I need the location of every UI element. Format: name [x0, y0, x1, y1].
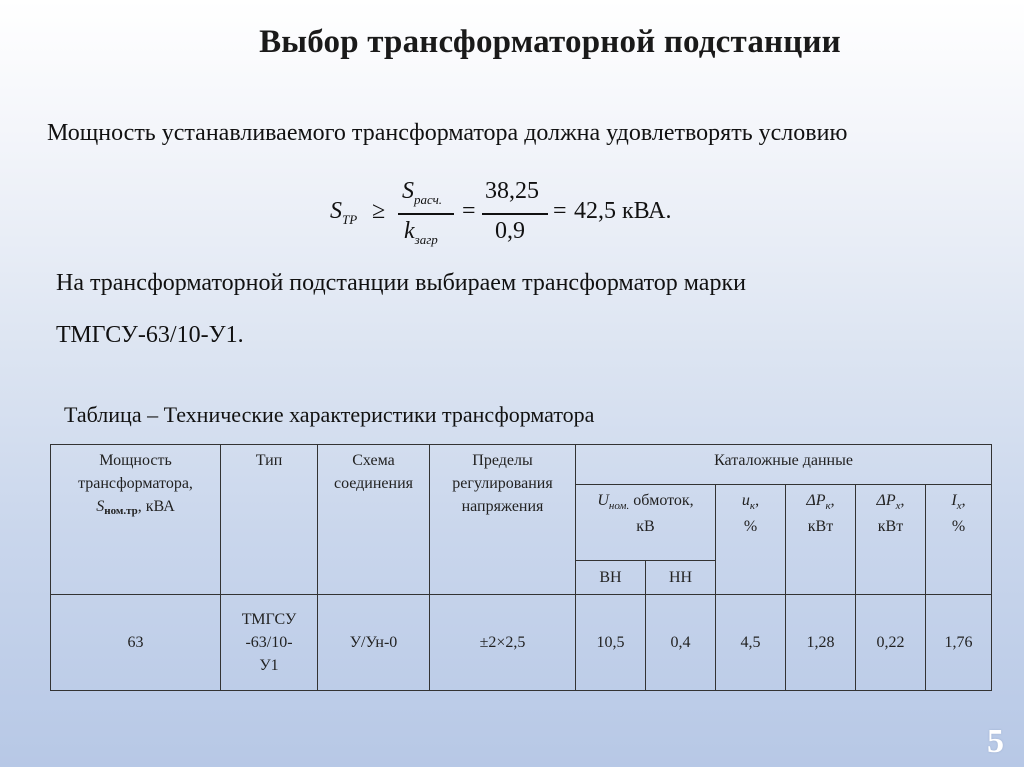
header-row-1 — [51, 445, 992, 485]
cell-limits: ±2×2,5 — [430, 595, 576, 691]
formula-lhs: $S_{ТР}$ — [330, 198, 358, 227]
header-type: Тип — [221, 445, 318, 595]
transformer-spec-table — [50, 444, 992, 691]
cell-pk: 1,28 — [786, 595, 856, 691]
header-vn: ВН — [576, 561, 646, 595]
cell-ix: 1,76 — [926, 595, 992, 691]
header-nn: НН — [646, 561, 716, 595]
cell-scheme: У/Ун-0 — [318, 595, 430, 691]
header-scheme: Схема соединения — [318, 445, 430, 595]
fraction-bar-2 — [482, 213, 548, 215]
intro-text: Мощность устанавливаемого трансформатора должна удовлетворять условию — [47, 120, 848, 146]
header-power: Мощность трансформатора, Sном.тр, кВА — [51, 445, 221, 595]
choice-text: На трансформаторной подстанции выбираем трансформатор марки — [56, 270, 746, 296]
header-pk: $\Delta P_к$, кВт — [786, 485, 856, 595]
formula-den-value: 0,9 — [495, 218, 525, 244]
cell-power: 63 — [51, 595, 221, 691]
table-row — [51, 595, 992, 691]
page-number: 5 — [987, 723, 1004, 760]
header-px: $\Delta P_х$, кВт — [856, 485, 926, 595]
cell-nn: 0,4 — [646, 595, 716, 691]
formula-equals-1: = — [462, 198, 476, 224]
formula-num-value: 38,25 — [485, 178, 539, 204]
formula-denominator: $k_{загр}$ — [404, 218, 438, 247]
header-u-nom: $U_{ном.}$ обмоток, кВ — [576, 485, 716, 561]
header-limits: Пределы регулирования напряжения — [430, 445, 576, 595]
cell-px: 0,22 — [856, 595, 926, 691]
header-ix: $I_х$, % — [926, 485, 992, 595]
header-catalog: Каталожные данные — [576, 445, 992, 485]
table-caption: Таблица – Технические характеристики трансформатора — [64, 402, 595, 427]
fraction-bar-1 — [398, 213, 454, 215]
formula-ge-sign: ≥ — [372, 198, 386, 224]
transformer-model: ТМГСУ-63/10-У1. — [56, 322, 244, 348]
cell-uk: 4,5 — [716, 595, 786, 691]
slide-title: Выбор трансформаторной подстанции — [259, 24, 841, 60]
formula-result: 42,5 кВА. — [574, 198, 672, 224]
cell-vn: 10,5 — [576, 595, 646, 691]
formula-equals-2: = — [553, 198, 567, 224]
formula-numerator: $S_{расч.}$ — [402, 178, 443, 207]
header-uk: $u_к$, % — [716, 485, 786, 595]
cell-type: ТМГСУ -63/10- У1 — [221, 595, 318, 691]
power-formula — [330, 176, 730, 256]
